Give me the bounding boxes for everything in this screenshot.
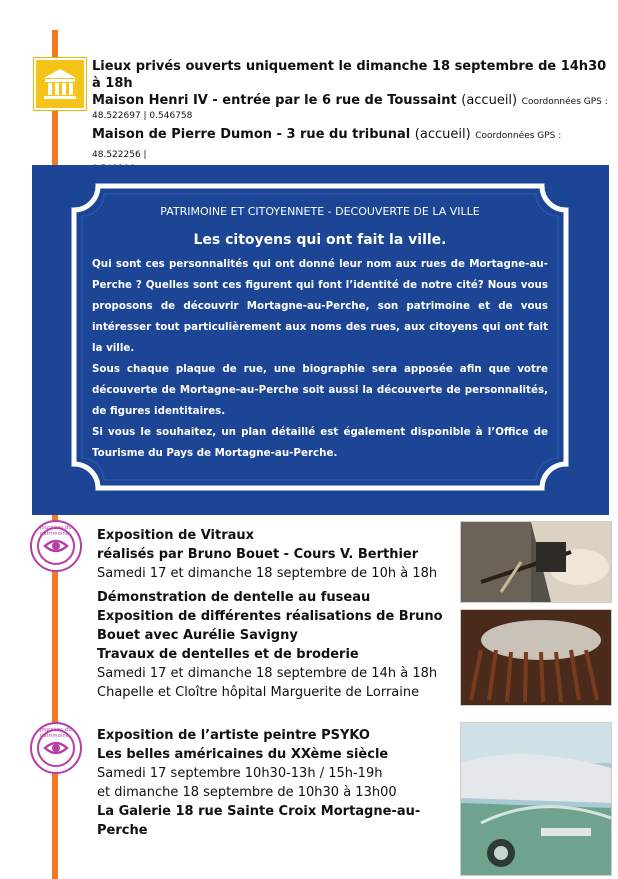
- street-plaque: [70, 182, 570, 492]
- plaque-paragraph-1: Qui sont ces personnalités qui ont donné leur nom aux rues de Mortagne-au-Perche ? Quelles sont ces figurent qui font l’identité de notre cité? Nous vous proposons de découvrir Mortagne-au-Perche, son patrimoine et de vous intéresser tout particulièrement aux noms des rues, aux citoyens qui ont fait la ville.: [92, 258, 548, 354]
- site2-gps-label: Coordonnées GPS :: [475, 131, 562, 141]
- plaque-paragraph-2: Sous chaque plaque de rue, une biographie sera apposée afin que votre découverte de Mortagne-au-Perche soit aussi la découverte de personnalités, de figures identitaires.: [92, 363, 548, 417]
- site1-gps-label: Coordonnées GPS :: [521, 97, 608, 107]
- site2-name: Maison de Pierre Dumon - 3 rue du tribunal: [92, 127, 411, 142]
- institution-icon: [34, 58, 86, 110]
- dentelle-line-2: Exposition de différentes réalisations de Bruno Bouet avec Aurélie Savigny: [97, 609, 443, 643]
- badge-text-2: Journées du patrimoine: [40, 727, 72, 739]
- site2-line: [92, 126, 612, 164]
- vitraux-section: [97, 526, 457, 583]
- site1-note: (accueil): [461, 93, 518, 108]
- psyko-dates-2: et dimanche 18 septembre de 10h30 à 13h00: [97, 785, 397, 800]
- eye-icon: [30, 520, 82, 572]
- site2-note: (accueil): [414, 127, 471, 142]
- site2-gps-a: 48.522256 |: [92, 150, 147, 160]
- plaque-title: Les citoyens qui ont fait la ville.: [193, 232, 447, 248]
- psyko-place: La Galerie 18 rue Sainte Croix Mortagne-au-Perche: [97, 804, 421, 838]
- vitraux-title: Exposition de Vitraux: [97, 528, 255, 543]
- psyko-section: [97, 726, 457, 840]
- vitraux-subtitle: réalisés par Bruno Bouet - Cours V. Berthier: [97, 547, 419, 562]
- dentelle-line-1: Démonstration de dentelle au fuseau: [97, 590, 371, 605]
- dentelle-line-3: Travaux de dentelles et de broderie: [97, 647, 359, 662]
- psyko-dates-1: Samedi 17 septembre 10h30-13h / 15h-19h: [97, 766, 383, 781]
- psyko-title: Exposition de l’artiste peintre PSYKO: [97, 728, 370, 743]
- stained-glass-photo: [460, 521, 612, 603]
- site1-gps: 48.522697 | 0.546758: [92, 111, 193, 121]
- psyko-subtitle: Les belles américaines du XXème siècle: [97, 747, 389, 762]
- badge-text: Journées du patrimoine: [40, 525, 72, 537]
- private-sites-headline: Lieux privés ouverts uniquement le dimanche 18 septembre de 14h30 à 18h: [92, 59, 607, 91]
- plaque-category: PATRIMOINE ET CITOYENNETE - DECOUVERTE DE LA VILLE: [160, 205, 480, 218]
- plaque-paragraph-3: Si vous le souhaitez, un plan détaillé est également disponible à l’Office de Tourisme du Pays de Mortagne-au-Perche.: [92, 426, 548, 459]
- dentelle-place: Chapelle et Cloître hôpital Marguerite de Lorraine: [97, 685, 420, 700]
- site1-line: [92, 92, 612, 111]
- site1-name: Maison Henri IV - entrée par le 6 rue de Toussaint: [92, 93, 457, 108]
- plaque-body: [92, 202, 548, 464]
- dentelle-dates: Samedi 17 et dimanche 18 septembre de 14h à 18h: [97, 666, 438, 681]
- vintage-cars-photo: [460, 722, 612, 876]
- eye-icon-2: [30, 722, 82, 774]
- vitraux-dates: Samedi 17 et dimanche 18 septembre de 10h à 18h: [97, 566, 438, 581]
- dentelle-section: [97, 588, 457, 702]
- private-sites-block: [92, 58, 612, 174]
- lace-bobbins-photo: [460, 609, 612, 706]
